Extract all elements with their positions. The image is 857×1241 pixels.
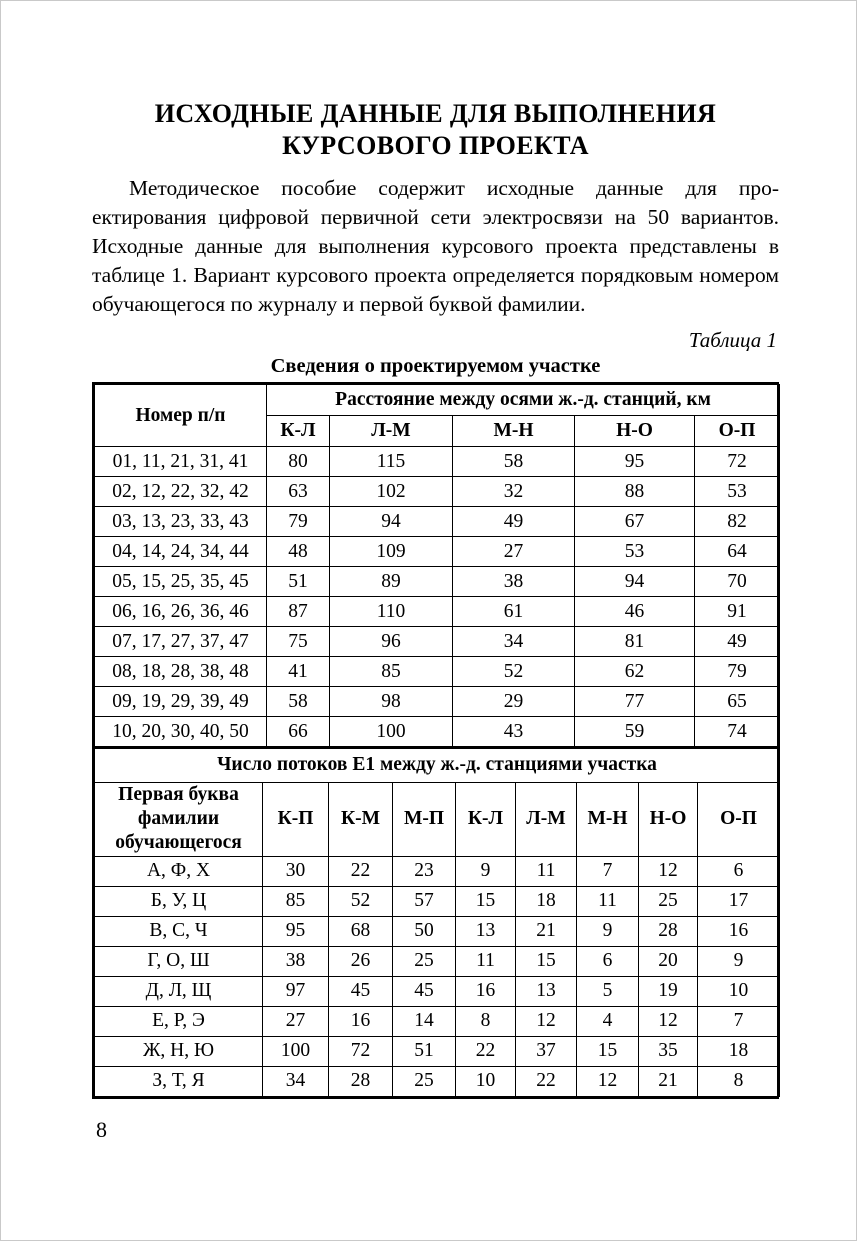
- value-cell: 57: [393, 886, 456, 916]
- value-cell: 18: [698, 1036, 780, 1066]
- value-cell: 23: [393, 856, 456, 886]
- value-cell: 25: [393, 946, 456, 976]
- table-row: [95, 567, 780, 597]
- value-cell: 12: [639, 1006, 698, 1036]
- value-cell: 15: [516, 946, 577, 976]
- table-row: [95, 627, 780, 657]
- value-cell: 53: [575, 537, 695, 567]
- value-cell: 58: [267, 687, 330, 717]
- column-header-row: [95, 782, 780, 856]
- value-cell: 22: [329, 856, 393, 886]
- value-cell: 65: [695, 687, 780, 717]
- value-cell: 41: [267, 657, 330, 687]
- value-cell: 12: [516, 1006, 577, 1036]
- value-cell: 22: [456, 1036, 516, 1066]
- value-cell: 110: [330, 597, 453, 627]
- row-label-cell: З, Т, Я: [95, 1066, 263, 1096]
- value-cell: 91: [695, 597, 780, 627]
- value-cell: 43: [453, 717, 575, 747]
- value-cell: 19: [639, 976, 698, 1006]
- column-header-cell: Л-М: [516, 782, 577, 856]
- value-cell: 35: [639, 1036, 698, 1066]
- value-cell: 59: [575, 717, 695, 747]
- value-cell: 9: [698, 946, 780, 976]
- value-cell: 38: [263, 946, 329, 976]
- value-cell: 100: [330, 717, 453, 747]
- value-cell: 26: [329, 946, 393, 976]
- value-cell: 58: [453, 447, 575, 477]
- table-row: [95, 477, 780, 507]
- value-cell: 109: [330, 537, 453, 567]
- value-cell: 15: [577, 1036, 639, 1066]
- value-cell: 11: [577, 886, 639, 916]
- value-cell: 87: [267, 597, 330, 627]
- value-cell: 70: [695, 567, 780, 597]
- value-cell: 88: [575, 477, 695, 507]
- value-cell: 51: [393, 1036, 456, 1066]
- value-cell: 27: [263, 1006, 329, 1036]
- value-cell: 12: [639, 856, 698, 886]
- column-header-cell: К-Л: [267, 416, 330, 447]
- value-cell: 13: [456, 916, 516, 946]
- value-cell: 37: [516, 1036, 577, 1066]
- row-label-cell: 06, 16, 26, 36, 46: [95, 597, 267, 627]
- value-cell: 15: [456, 886, 516, 916]
- row-label-cell: Е, Р, Э: [95, 1006, 263, 1036]
- column-header-cell: М-Н: [453, 416, 575, 447]
- flows-table: [94, 747, 780, 1097]
- value-cell: 28: [639, 916, 698, 946]
- page-title-line1: ИСХОДНЫЕ ДАННЫЕ ДЛЯ ВЫПОЛНЕНИЯ: [154, 99, 717, 128]
- value-cell: 6: [577, 946, 639, 976]
- value-cell: 30: [263, 856, 329, 886]
- value-cell: 79: [267, 507, 330, 537]
- value-cell: 9: [456, 856, 516, 886]
- column-header-cell: Л-М: [330, 416, 453, 447]
- value-cell: 12: [577, 1066, 639, 1096]
- value-cell: 82: [695, 507, 780, 537]
- table-row: [95, 976, 780, 1006]
- value-cell: 97: [263, 976, 329, 1006]
- row-label-cell: 08, 18, 28, 38, 48: [95, 657, 267, 687]
- table-row: [95, 946, 780, 976]
- row-label-cell: В, С, Ч: [95, 916, 263, 946]
- value-cell: 17: [698, 886, 780, 916]
- value-cell: 89: [330, 567, 453, 597]
- value-cell: 74: [695, 717, 780, 747]
- value-cell: 7: [577, 856, 639, 886]
- data-tables: [92, 382, 779, 1099]
- value-cell: 4: [577, 1006, 639, 1036]
- value-cell: 49: [453, 507, 575, 537]
- value-cell: 8: [698, 1066, 780, 1096]
- value-cell: 25: [639, 886, 698, 916]
- table-row: [95, 597, 780, 627]
- value-cell: 85: [330, 657, 453, 687]
- distances-table: [94, 384, 780, 747]
- column-header-cell: О-П: [698, 782, 780, 856]
- row-label-cell: 05, 15, 25, 35, 45: [95, 567, 267, 597]
- row-label-cell: Д, Л, Щ: [95, 976, 263, 1006]
- column-header-cell: К-М: [329, 782, 393, 856]
- value-cell: 85: [263, 886, 329, 916]
- value-cell: 53: [695, 477, 780, 507]
- value-cell: 72: [695, 447, 780, 477]
- table-row: [95, 1036, 780, 1066]
- value-cell: 32: [453, 477, 575, 507]
- value-cell: 45: [329, 976, 393, 1006]
- value-cell: 11: [456, 946, 516, 976]
- value-cell: 7: [698, 1006, 780, 1036]
- value-cell: 13: [516, 976, 577, 1006]
- value-cell: 21: [639, 1066, 698, 1096]
- value-cell: 5: [577, 976, 639, 1006]
- value-cell: 10: [456, 1066, 516, 1096]
- table-row: [95, 717, 780, 747]
- table-row: [95, 916, 780, 946]
- value-cell: 11: [516, 856, 577, 886]
- value-cell: 102: [330, 477, 453, 507]
- page-content: [92, 1, 779, 1099]
- column-header-cell: О-П: [695, 416, 780, 447]
- value-cell: 94: [575, 567, 695, 597]
- row-label-cell: 10, 20, 30, 40, 50: [95, 717, 267, 747]
- value-cell: 66: [267, 717, 330, 747]
- value-cell: 20: [639, 946, 698, 976]
- value-cell: 34: [263, 1066, 329, 1096]
- value-cell: 51: [267, 567, 330, 597]
- row-label-cell: 09, 19, 29, 39, 49: [95, 687, 267, 717]
- value-cell: 79: [695, 657, 780, 687]
- row-label-cell: Г, О, Ш: [95, 946, 263, 976]
- value-cell: 48: [267, 537, 330, 567]
- value-cell: 63: [267, 477, 330, 507]
- page-title-line2: КУРСОВОГО ПРОЕКТА: [282, 131, 589, 160]
- value-cell: 62: [575, 657, 695, 687]
- value-cell: 52: [329, 886, 393, 916]
- value-cell: 10: [698, 976, 780, 1006]
- value-cell: 8: [456, 1006, 516, 1036]
- value-cell: 27: [453, 537, 575, 567]
- value-cell: 50: [393, 916, 456, 946]
- value-cell: 38: [453, 567, 575, 597]
- value-cell: 75: [267, 627, 330, 657]
- intro-paragraph: Методическое пособие содержит исходные данные для проектирования цифровой первичной сети электросвязи на 50 вариантов. Исходные данные для выполнения курсового проекта представлены в таблице 1. Вариант курсового проекта определяется порядковым номером обучающегося по журналу и первой буквой фамилии.: [92, 176, 779, 316]
- value-cell: 95: [575, 447, 695, 477]
- value-cell: 14: [393, 1006, 456, 1036]
- value-cell: 45: [393, 976, 456, 1006]
- column-header-cell: Н-О: [575, 416, 695, 447]
- value-cell: 18: [516, 886, 577, 916]
- column-header-cell: М-П: [393, 782, 456, 856]
- value-cell: 67: [575, 507, 695, 537]
- section-header-cell: Число потоков Е1 между ж.-д. станциями участка: [95, 748, 780, 782]
- table-row: [95, 447, 780, 477]
- value-cell: 95: [263, 916, 329, 946]
- row-label-cell: Б, У, Ц: [95, 886, 263, 916]
- value-cell: 16: [456, 976, 516, 1006]
- table-row: [95, 507, 780, 537]
- column-header-cell: К-П: [263, 782, 329, 856]
- value-cell: 6: [698, 856, 780, 886]
- value-cell: 29: [453, 687, 575, 717]
- row-label-cell: 03, 13, 23, 33, 43: [95, 507, 267, 537]
- value-cell: 22: [516, 1066, 577, 1096]
- value-cell: 77: [575, 687, 695, 717]
- row-label-cell: 07, 17, 27, 37, 47: [95, 627, 267, 657]
- row-label-cell: 02, 12, 22, 32, 42: [95, 477, 267, 507]
- page-title: [92, 98, 779, 162]
- value-cell: 72: [329, 1036, 393, 1066]
- corner-header-cell: Номер п/п: [95, 385, 267, 447]
- value-cell: 28: [329, 1066, 393, 1096]
- page-number: 8: [96, 1117, 107, 1142]
- table-row: [95, 1066, 780, 1096]
- group-header-cell: Расстояние между осями ж.-д. станций, км: [267, 385, 780, 416]
- value-cell: 98: [330, 687, 453, 717]
- value-cell: 94: [330, 507, 453, 537]
- value-cell: 9: [577, 916, 639, 946]
- value-cell: 25: [393, 1066, 456, 1096]
- table-row: [95, 856, 780, 886]
- table-row: [95, 886, 780, 916]
- value-cell: 34: [453, 627, 575, 657]
- corner-header-cell: Первая буква фамилии обучающегося: [95, 782, 263, 856]
- column-header-cell: М-Н: [577, 782, 639, 856]
- value-cell: 64: [695, 537, 780, 567]
- column-header-cell: Н-О: [639, 782, 698, 856]
- table-row: [95, 537, 780, 567]
- group-header-row: [95, 385, 780, 416]
- section-header-row: [95, 748, 780, 782]
- value-cell: 21: [516, 916, 577, 946]
- value-cell: 46: [575, 597, 695, 627]
- row-label-cell: 01, 11, 21, 31, 41: [95, 447, 267, 477]
- table-row: [95, 1006, 780, 1036]
- table-row: [95, 687, 780, 717]
- column-header-cell: К-Л: [456, 782, 516, 856]
- table-row: [95, 657, 780, 687]
- value-cell: 49: [695, 627, 780, 657]
- table-caption: Сведения о проектируемом участке: [270, 355, 601, 377]
- value-cell: 96: [330, 627, 453, 657]
- value-cell: 68: [329, 916, 393, 946]
- value-cell: 52: [453, 657, 575, 687]
- value-cell: 80: [267, 447, 330, 477]
- row-label-cell: А, Ф, Х: [95, 856, 263, 886]
- value-cell: 16: [329, 1006, 393, 1036]
- row-label-cell: Ж, Н, Ю: [95, 1036, 263, 1066]
- value-cell: 16: [698, 916, 780, 946]
- value-cell: 81: [575, 627, 695, 657]
- value-cell: 115: [330, 447, 453, 477]
- row-label-cell: 04, 14, 24, 34, 44: [95, 537, 267, 567]
- value-cell: 61: [453, 597, 575, 627]
- table-reference: Таблица 1: [688, 328, 777, 352]
- value-cell: 100: [263, 1036, 329, 1066]
